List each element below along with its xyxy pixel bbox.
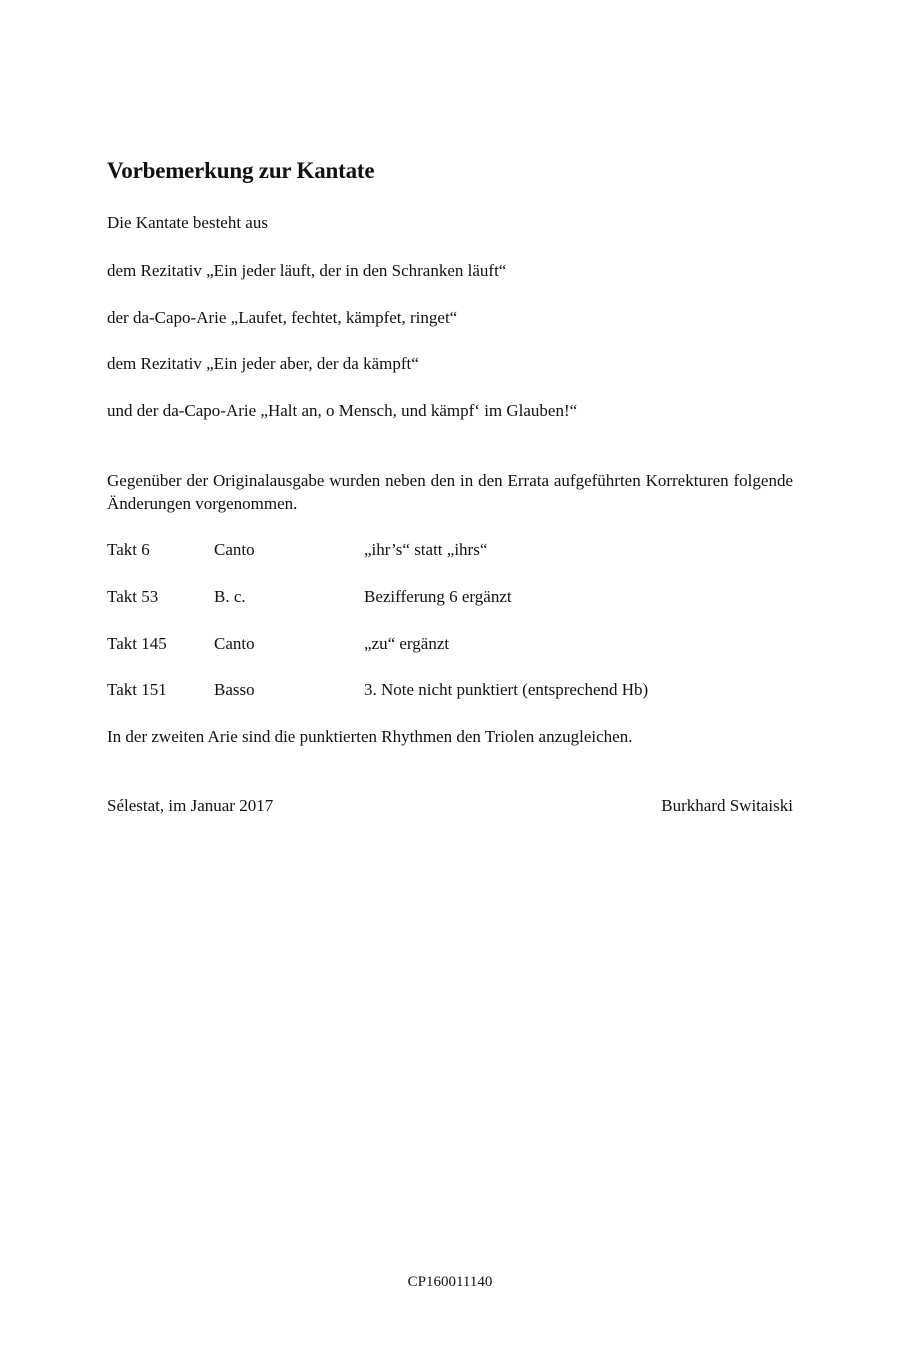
place-date: Sélestat, im Januar 2017 xyxy=(107,796,274,815)
change-voice: Canto xyxy=(214,634,255,653)
change-description: 3. Note nicht punktiert (entsprechend Hb) xyxy=(364,680,649,699)
change-measure: Takt 6 xyxy=(107,540,150,559)
change-row xyxy=(107,540,793,564)
change-measure: Takt 151 xyxy=(107,680,167,699)
change-voice: B. c. xyxy=(214,587,246,606)
document-page xyxy=(107,0,793,1350)
signoff xyxy=(107,796,793,820)
movement-item: dem Rezitativ „Ein jeder läuft, der in den Schranken läuft“ xyxy=(107,261,507,280)
change-description: „ihr’s“ statt „ihrs“ xyxy=(364,540,488,559)
movement-item: der da-Capo-Arie „Laufet, fechtet, kämpfet, ringet“ xyxy=(107,308,458,327)
change-voice: Basso xyxy=(214,680,255,699)
changes-intro-paragraph: Gegenüber der Originalausgabe wurden neben den in den Errata aufgeführten Korrekturen folgende Änderungen vorgenommen. xyxy=(107,471,793,513)
intro-text: Die Kantate besteht aus xyxy=(107,213,268,232)
change-measure: Takt 53 xyxy=(107,587,159,606)
change-row xyxy=(107,634,793,658)
movement-item: dem Rezitativ „Ein jeder aber, der da kämpft“ xyxy=(107,354,419,373)
page-title: Vorbemerkung zur Kantate xyxy=(107,158,375,183)
movement-item: und der da-Capo-Arie „Halt an, o Mensch, und kämpf‘ im Glauben!“ xyxy=(107,401,578,420)
change-row xyxy=(107,680,793,704)
change-measure: Takt 145 xyxy=(107,634,167,653)
catalog-number: CP160011140 xyxy=(407,1274,493,1290)
change-voice: Canto xyxy=(214,540,255,559)
note-text: In der zweiten Arie sind die punktierten Rhythmen den Triolen anzugleichen. xyxy=(107,727,633,746)
change-row xyxy=(107,587,793,611)
change-description: „zu“ ergänzt xyxy=(364,634,450,653)
author-name: Burkhard Switaiski xyxy=(661,796,793,815)
change-description: Bezifferung 6 ergänzt xyxy=(364,587,512,606)
